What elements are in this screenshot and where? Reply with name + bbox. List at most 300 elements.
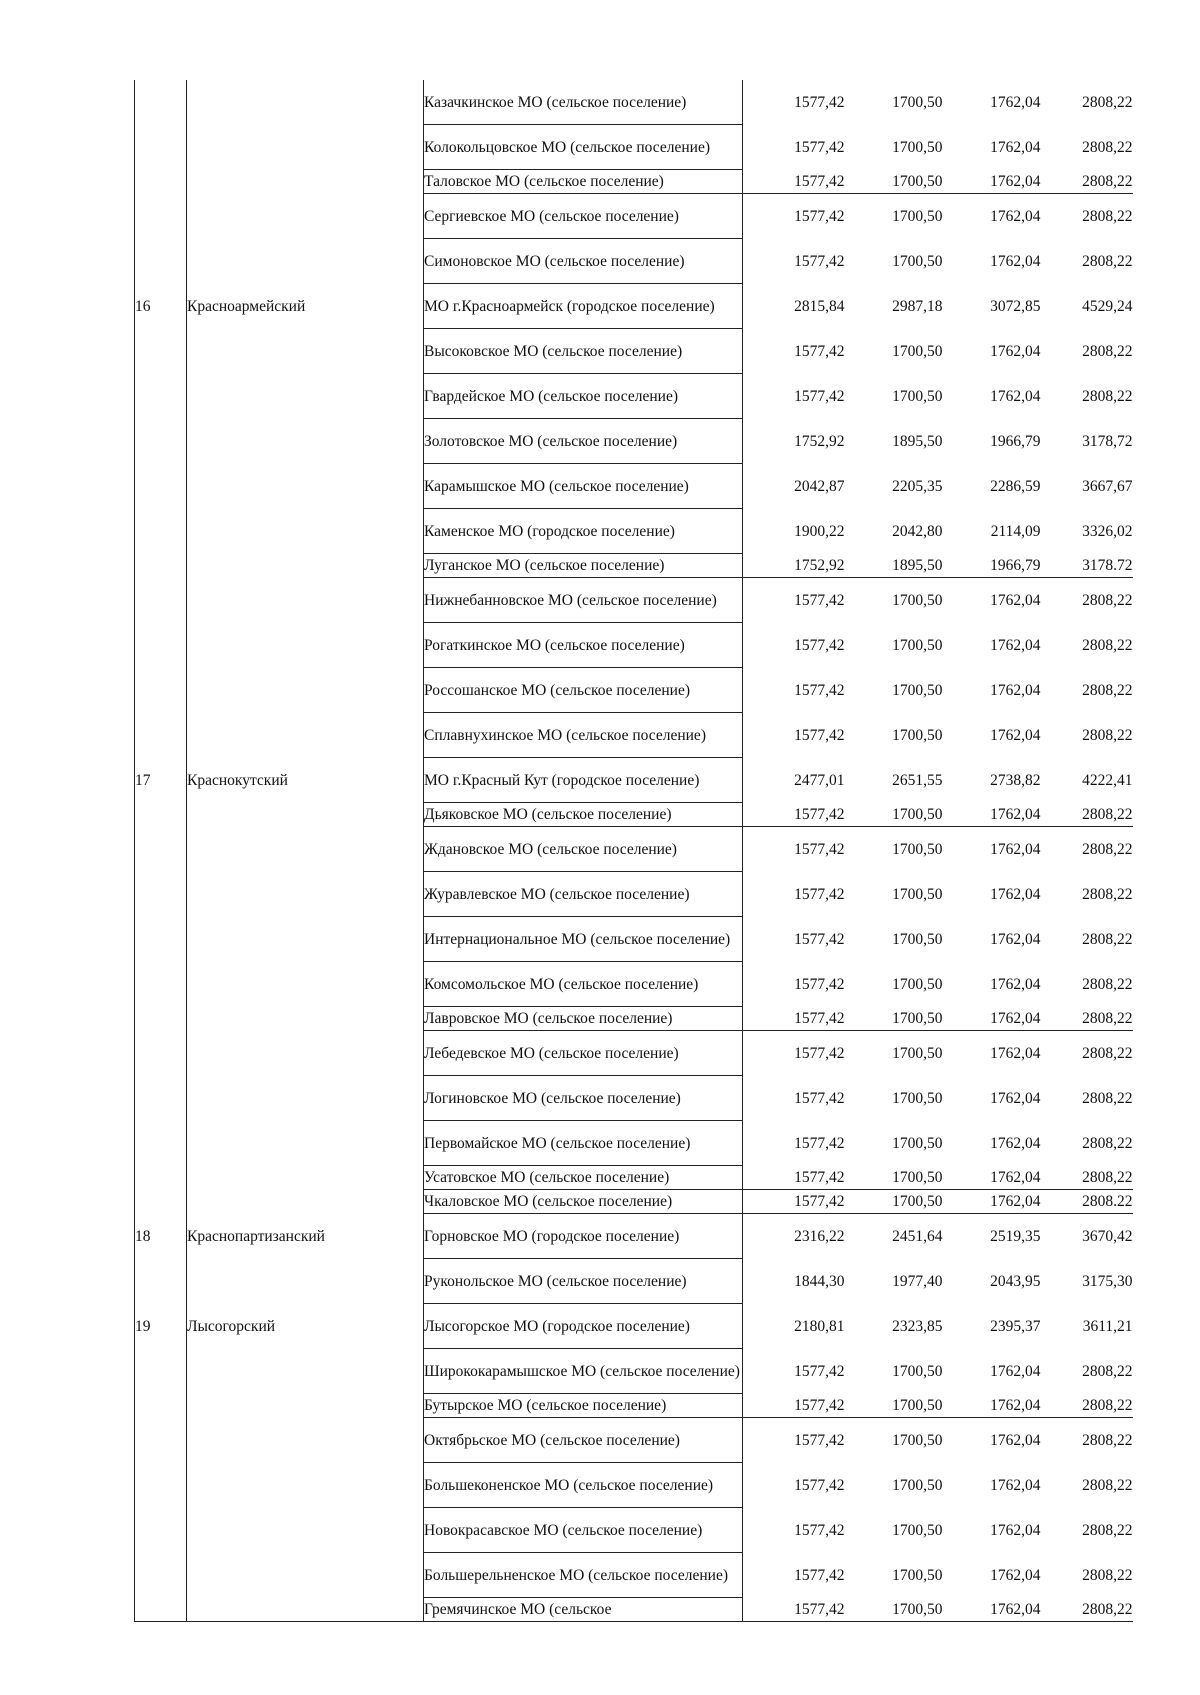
municipality-name: МО г.Красный Кут (городское поселение) <box>424 758 743 803</box>
municipality-name: Горновское МО (городское поселение) <box>424 1214 743 1259</box>
row-number <box>135 1031 187 1076</box>
municipality-name: Усатовское МО (сельское поселение) <box>424 1166 743 1190</box>
row-number <box>135 125 187 170</box>
table-row <box>135 80 1133 125</box>
municipality-name: Комсомольское МО (сельское поселение) <box>424 962 743 1007</box>
row-number <box>135 194 187 239</box>
value-1: 1577,42 <box>743 1598 845 1622</box>
value-2: 1700,50 <box>845 803 943 827</box>
table-row <box>135 962 1133 1007</box>
district-name <box>187 962 424 1007</box>
table-row <box>135 170 1133 194</box>
table-row <box>135 329 1133 374</box>
value-1: 2477,01 <box>794 771 845 789</box>
value-3: 2519,35 <box>990 1227 1041 1245</box>
district-name <box>187 464 424 509</box>
municipality-name: Большерельненское МО (сельское поселение) <box>424 1553 743 1598</box>
table-row <box>135 1166 1133 1190</box>
value-2: 1700,50 <box>892 1089 943 1107</box>
value-2: 1700,50 <box>892 1362 943 1380</box>
table-row <box>135 464 1133 509</box>
value-4: 2808,22 <box>1082 1431 1133 1449</box>
value-1: 1577,42 <box>743 1166 845 1190</box>
table-row <box>135 1259 1133 1304</box>
value-2: 2451,64 <box>892 1227 943 1245</box>
value-3: 2395,37 <box>990 1317 1041 1335</box>
value-3: 2043,95 <box>990 1272 1041 1290</box>
value-1: 1577,42 <box>743 1190 845 1214</box>
value-3: 3072,85 <box>990 297 1041 315</box>
value-2: 1700,50 <box>892 93 943 111</box>
value-3: 2114,09 <box>990 522 1041 540</box>
value-2: 1700,50 <box>892 138 943 156</box>
value-4: 2808,22 <box>1082 1134 1133 1152</box>
district-name <box>187 554 424 578</box>
table-row <box>135 509 1133 554</box>
value-1: 1577,42 <box>743 170 845 194</box>
value-4: 4222,41 <box>1082 771 1133 789</box>
table-row <box>135 1394 1133 1418</box>
value-3: 1762,04 <box>990 681 1041 699</box>
value-4: 3611,21 <box>1082 1317 1133 1335</box>
table-row <box>135 713 1133 758</box>
value-2: 1700,50 <box>892 387 943 405</box>
municipality-name: Чкаловское МО (сельское поселение) <box>424 1190 743 1214</box>
value-4: 2808,22 <box>1041 803 1133 827</box>
value-3: 1762,04 <box>990 726 1041 744</box>
municipality-name: Сергиевское МО (сельское поселение) <box>424 194 743 239</box>
value-3: 1762,04 <box>990 207 1041 225</box>
value-4: 2808,22 <box>1082 93 1133 111</box>
value-3: 1762,04 <box>943 803 1041 827</box>
district-name <box>187 1463 424 1508</box>
table-row <box>135 1304 1133 1349</box>
district-name <box>187 80 424 125</box>
row-number: 16 <box>135 284 187 329</box>
table-row <box>135 803 1133 827</box>
municipality-name: Золотовское МО (сельское поселение) <box>424 419 743 464</box>
municipality-name: Лебедевское МО (сельское поселение) <box>424 1031 743 1076</box>
value-3: 1762,04 <box>990 1521 1041 1539</box>
district-name <box>187 1508 424 1553</box>
value-2: 1700,50 <box>845 1394 943 1418</box>
row-number <box>135 1259 187 1304</box>
value-2: 1700,50 <box>892 840 943 858</box>
municipality-name: Дьяковское МО (сельское поселение) <box>424 803 743 827</box>
value-1: 1577,42 <box>794 1566 845 1584</box>
district-name <box>187 194 424 239</box>
district-name <box>187 239 424 284</box>
value-4: 2808,22 <box>1082 252 1133 270</box>
district-name <box>187 1031 424 1076</box>
district-name <box>187 1076 424 1121</box>
table-row <box>135 1418 1133 1463</box>
table-row <box>135 917 1133 962</box>
district-name <box>187 827 424 872</box>
value-2: 1700,50 <box>845 170 943 194</box>
value-4: 2808,22 <box>1082 975 1133 993</box>
district-name: Краснокутский <box>187 758 424 803</box>
table-row <box>135 1214 1133 1259</box>
row-number <box>135 1121 187 1166</box>
municipality-name: Таловское МО (сельское поселение) <box>424 170 743 194</box>
district-name <box>187 803 424 827</box>
value-1: 1577,42 <box>794 1089 845 1107</box>
table-body <box>135 80 1133 1622</box>
value-2: 1700,50 <box>845 1007 943 1031</box>
row-number <box>135 170 187 194</box>
value-3: 2738,82 <box>990 771 1041 789</box>
table-row <box>135 827 1133 872</box>
table-row <box>135 284 1133 329</box>
value-4: 2808,22 <box>1082 930 1133 948</box>
municipality-name: Журавлевское МО (сельское поселение) <box>424 872 743 917</box>
value-3: 1762,04 <box>990 342 1041 360</box>
value-1: 1577,42 <box>794 1362 845 1380</box>
value-1: 1752,92 <box>743 554 845 578</box>
value-4: 2808,22 <box>1082 1044 1133 1062</box>
table-row <box>135 578 1133 623</box>
district-name <box>187 125 424 170</box>
row-number <box>135 668 187 713</box>
value-4: 2808,22 <box>1082 840 1133 858</box>
table-row <box>135 194 1133 239</box>
value-3: 1966,79 <box>943 554 1041 578</box>
value-1: 1577,42 <box>794 138 845 156</box>
value-3: 1762,04 <box>990 636 1041 654</box>
district-name: Красноармейский <box>187 284 424 329</box>
value-4: 2808,22 <box>1082 387 1133 405</box>
row-number <box>135 713 187 758</box>
value-3: 1762,04 <box>943 1394 1041 1418</box>
table-row <box>135 554 1133 578</box>
table-row <box>135 1598 1133 1622</box>
value-3: 1762,04 <box>990 252 1041 270</box>
value-1: 1577,42 <box>794 1044 845 1062</box>
district-name <box>187 1190 424 1214</box>
row-number <box>135 1394 187 1418</box>
municipality-name: Бутырское МО (сельское поселение) <box>424 1394 743 1418</box>
value-2: 1700,50 <box>892 207 943 225</box>
district-name <box>187 509 424 554</box>
value-4: 2808.22 <box>1041 1190 1133 1214</box>
value-1: 1577,42 <box>794 1431 845 1449</box>
value-1: 1577,42 <box>743 803 845 827</box>
value-2: 1700,50 <box>845 1190 943 1214</box>
row-number <box>135 917 187 962</box>
value-3: 1762,04 <box>990 1362 1041 1380</box>
municipality-name: Карамышское МО (сельское поселение) <box>424 464 743 509</box>
value-3: 1762,04 <box>990 1476 1041 1494</box>
value-4: 2808,22 <box>1082 726 1133 744</box>
value-3: 1762,04 <box>990 1044 1041 1062</box>
value-1: 2180,81 <box>794 1317 845 1335</box>
value-1: 1577,42 <box>794 207 845 225</box>
district-name <box>187 1259 424 1304</box>
value-1: 1577,42 <box>794 342 845 360</box>
row-number <box>135 374 187 419</box>
value-2: 2651,55 <box>892 771 943 789</box>
value-3: 1762,04 <box>990 930 1041 948</box>
value-2: 1700,50 <box>892 636 943 654</box>
table-row <box>135 374 1133 419</box>
value-1: 1577,42 <box>794 387 845 405</box>
district-name <box>187 1418 424 1463</box>
tariff-table <box>134 80 1133 1622</box>
table-row <box>135 1349 1133 1394</box>
value-3: 1762,04 <box>943 1007 1041 1031</box>
value-3: 1762,04 <box>990 1134 1041 1152</box>
value-1: 2815,84 <box>794 297 845 315</box>
row-number <box>135 1598 187 1622</box>
value-2: 1700,50 <box>892 1431 943 1449</box>
value-3: 1762,04 <box>990 885 1041 903</box>
value-2: 1895,50 <box>892 432 943 450</box>
value-2: 1700,50 <box>892 342 943 360</box>
row-number <box>135 578 187 623</box>
value-4: 2808,22 <box>1041 170 1133 194</box>
value-1: 1577,42 <box>794 930 845 948</box>
row-number <box>135 239 187 284</box>
value-4: 4529,24 <box>1082 297 1133 315</box>
value-4: 2808,22 <box>1082 1476 1133 1494</box>
table-row <box>135 125 1133 170</box>
value-2: 1700,50 <box>845 1166 943 1190</box>
value-2: 1700,50 <box>892 726 943 744</box>
value-3: 1762,04 <box>990 138 1041 156</box>
municipality-name: Луганское МО (сельское поселение) <box>424 554 743 578</box>
district-name <box>187 419 424 464</box>
table-row <box>135 872 1133 917</box>
district-name <box>187 1121 424 1166</box>
district-name <box>187 623 424 668</box>
row-number <box>135 623 187 668</box>
row-number <box>135 1553 187 1598</box>
table-row <box>135 1007 1133 1031</box>
value-2: 1700,50 <box>892 1476 943 1494</box>
row-number: 17 <box>135 758 187 803</box>
row-number: 19 <box>135 1304 187 1349</box>
value-3: 1762,04 <box>990 93 1041 111</box>
value-4: 3175,30 <box>1082 1272 1133 1290</box>
row-number <box>135 509 187 554</box>
row-number <box>135 803 187 827</box>
municipality-name: Сплавнухинское МО (сельское поселение) <box>424 713 743 758</box>
value-3: 1762,04 <box>943 1190 1041 1214</box>
value-1: 2316,22 <box>794 1227 845 1245</box>
row-number <box>135 419 187 464</box>
district-name <box>187 668 424 713</box>
municipality-name: Первомайское МО (сельское поселение) <box>424 1121 743 1166</box>
municipality-name: Нижнебанновское МО (сельское поселение) <box>424 578 743 623</box>
district-name <box>187 1553 424 1598</box>
value-2: 1700,50 <box>892 930 943 948</box>
value-4: 3178.72 <box>1041 554 1133 578</box>
value-4: 2808,22 <box>1041 1394 1133 1418</box>
value-1: 1577,42 <box>794 1521 845 1539</box>
value-4: 2808,22 <box>1082 207 1133 225</box>
value-4: 3178,72 <box>1082 432 1133 450</box>
table-row <box>135 419 1133 464</box>
municipality-name: Логиновское МО (сельское поселение) <box>424 1076 743 1121</box>
municipality-name: Октябрьское МО (сельское поселение) <box>424 1418 743 1463</box>
value-2: 1700,50 <box>892 1521 943 1539</box>
district-name: Лысогорский <box>187 1304 424 1349</box>
value-3: 1762,04 <box>990 1089 1041 1107</box>
municipality-name: Каменское МО (городское поселение) <box>424 509 743 554</box>
row-number <box>135 554 187 578</box>
value-3: 2286,59 <box>990 477 1041 495</box>
row-number <box>135 827 187 872</box>
value-2: 2323,85 <box>892 1317 943 1335</box>
table-row <box>135 623 1133 668</box>
value-4: 2808,22 <box>1041 1166 1133 1190</box>
value-4: 2808,22 <box>1082 1362 1133 1380</box>
value-2: 2987,18 <box>892 297 943 315</box>
value-2: 1977,40 <box>892 1272 943 1290</box>
district-name <box>187 170 424 194</box>
row-number <box>135 962 187 1007</box>
value-1: 1900,22 <box>794 522 845 540</box>
municipality-name: Высоковское МО (сельское поселение) <box>424 329 743 374</box>
table-row <box>135 239 1133 284</box>
district-name <box>187 1598 424 1622</box>
value-3: 1762,04 <box>990 1566 1041 1584</box>
value-3: 1762,04 <box>990 975 1041 993</box>
district-name <box>187 872 424 917</box>
table-row <box>135 758 1133 803</box>
municipality-name: Симоновское МО (сельское поселение) <box>424 239 743 284</box>
district-name <box>187 1007 424 1031</box>
value-1: 1577,42 <box>794 840 845 858</box>
row-number <box>135 1463 187 1508</box>
value-2: 1700,50 <box>845 1598 943 1622</box>
municipality-name: Лысогорское МО (городское поселение) <box>424 1304 743 1349</box>
value-4: 2808,22 <box>1082 1089 1133 1107</box>
municipality-name: Россошанское МО (сельское поселение) <box>424 668 743 713</box>
municipality-name: Ширококарамышское МО (сельское поселение) <box>424 1349 743 1394</box>
value-1: 1577,42 <box>794 636 845 654</box>
value-2: 2205,35 <box>892 477 943 495</box>
district-name <box>187 374 424 419</box>
value-2: 1700,50 <box>892 885 943 903</box>
municipality-name: Гремячинское МО (сельское <box>424 1598 743 1622</box>
value-3: 1762,04 <box>943 170 1041 194</box>
value-4: 2808,22 <box>1082 1521 1133 1539</box>
value-1: 1577,42 <box>794 93 845 111</box>
district-name <box>187 713 424 758</box>
table-row <box>135 1190 1133 1214</box>
value-3: 1762,04 <box>990 1431 1041 1449</box>
table-row <box>135 1508 1133 1553</box>
district-name <box>187 917 424 962</box>
table-row <box>135 1553 1133 1598</box>
value-1: 1577,42 <box>743 1007 845 1031</box>
value-4: 2808,22 <box>1082 1566 1133 1584</box>
district-name <box>187 578 424 623</box>
row-number <box>135 1190 187 1214</box>
municipality-name: Лавровское МО (сельское поселение) <box>424 1007 743 1031</box>
value-1: 1577,42 <box>794 726 845 744</box>
value-4: 2808,22 <box>1082 342 1133 360</box>
value-2: 1700,50 <box>892 681 943 699</box>
value-2: 2042,80 <box>892 522 943 540</box>
municipality-name: Большеконенское МО (сельское поселение) <box>424 1463 743 1508</box>
district-name <box>187 1349 424 1394</box>
row-number <box>135 1007 187 1031</box>
row-number <box>135 1166 187 1190</box>
row-number <box>135 80 187 125</box>
value-1: 2042,87 <box>794 477 845 495</box>
value-4: 2808,22 <box>1082 138 1133 156</box>
value-4: 2808,22 <box>1082 885 1133 903</box>
row-number <box>135 1418 187 1463</box>
value-4: 2808,22 <box>1041 1007 1133 1031</box>
table-row <box>135 668 1133 713</box>
value-4: 2808,22 <box>1082 636 1133 654</box>
row-number <box>135 1508 187 1553</box>
value-1: 1752,92 <box>794 432 845 450</box>
municipality-name: Гвардейское МО (сельское поселение) <box>424 374 743 419</box>
value-2: 1895,50 <box>845 554 943 578</box>
value-2: 1700,50 <box>892 975 943 993</box>
value-4: 2808,22 <box>1082 591 1133 609</box>
table-row <box>135 1121 1133 1166</box>
row-number: 18 <box>135 1214 187 1259</box>
value-2: 1700,50 <box>892 1566 943 1584</box>
row-number <box>135 464 187 509</box>
municipality-name: Ждановское МО (сельское поселение) <box>424 827 743 872</box>
value-3: 1762,04 <box>990 840 1041 858</box>
value-4: 3326,02 <box>1082 522 1133 540</box>
value-1: 1577,42 <box>794 885 845 903</box>
municipality-name: МО г.Красноармейск (городское поселение) <box>424 284 743 329</box>
value-3: 1762,04 <box>943 1598 1041 1622</box>
district-name <box>187 329 424 374</box>
value-1: 1577,42 <box>743 1394 845 1418</box>
value-3: 1966,79 <box>990 432 1041 450</box>
table-row <box>135 1463 1133 1508</box>
value-1: 1577,42 <box>794 975 845 993</box>
row-number <box>135 872 187 917</box>
value-3: 1762,04 <box>990 591 1041 609</box>
municipality-name: Руконольское МО (сельское поселение) <box>424 1259 743 1304</box>
table-row <box>135 1076 1133 1121</box>
value-1: 1844,30 <box>794 1272 845 1290</box>
municipality-name: Казачкинское МО (сельское поселение) <box>424 80 743 125</box>
municipality-name: Новокрасавское МО (сельское поселение) <box>424 1508 743 1553</box>
value-1: 1577,42 <box>794 252 845 270</box>
value-4: 3667,67 <box>1082 477 1133 495</box>
row-number <box>135 329 187 374</box>
value-1: 1577,42 <box>794 591 845 609</box>
table-row <box>135 1031 1133 1076</box>
row-number <box>135 1349 187 1394</box>
value-2: 1700,50 <box>892 1134 943 1152</box>
value-2: 1700,50 <box>892 252 943 270</box>
value-4: 2808,22 <box>1082 681 1133 699</box>
municipality-name: Рогаткинское МО (сельское поселение) <box>424 623 743 668</box>
value-2: 1700,50 <box>892 1044 943 1062</box>
municipality-name: Интернациональное МО (сельское поселение) <box>424 917 743 962</box>
value-4: 2808,22 <box>1041 1598 1133 1622</box>
district-name <box>187 1166 424 1190</box>
value-3: 1762,04 <box>943 1166 1041 1190</box>
value-3: 1762,04 <box>990 387 1041 405</box>
value-2: 1700,50 <box>892 591 943 609</box>
value-1: 1577,42 <box>794 1134 845 1152</box>
value-1: 1577,42 <box>794 1476 845 1494</box>
